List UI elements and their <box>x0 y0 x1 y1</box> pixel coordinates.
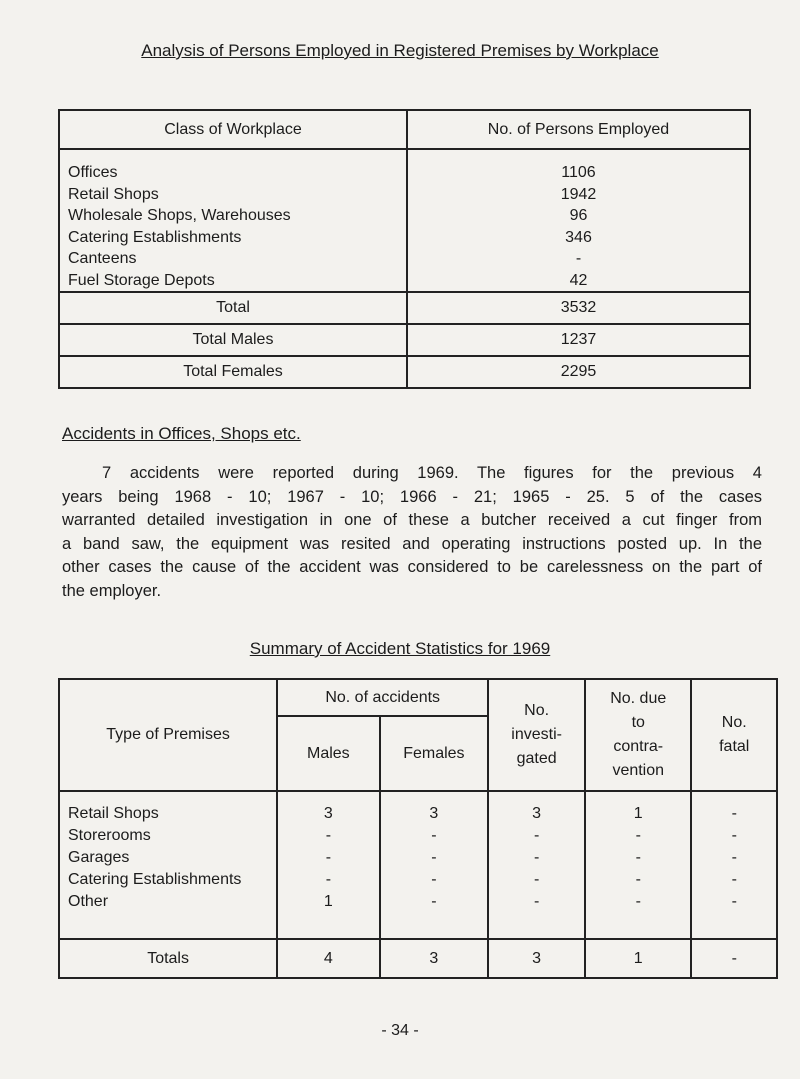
females-count: - <box>431 893 437 910</box>
totals-fatal: - <box>691 939 777 978</box>
females-count: - <box>431 827 437 844</box>
males-count: - <box>325 871 332 888</box>
investigated-count: 3 <box>532 805 542 822</box>
contravention-count: 1 <box>633 805 643 822</box>
investigated-count: - <box>533 827 540 844</box>
totals-males: 4 <box>277 939 379 978</box>
summary-heading: Summary of Accident Statistics for 1969 <box>249 639 551 658</box>
totals-investigated: 3 <box>488 939 585 978</box>
workplace-label: Catering Establishments <box>68 228 242 246</box>
investigated-count: - <box>533 871 540 888</box>
header-fatal: No. fatal <box>691 679 777 791</box>
employed-count: 42 <box>569 271 588 289</box>
females-count: - <box>431 849 437 866</box>
premises-type: Garages <box>68 849 130 866</box>
males-count: - <box>325 827 332 844</box>
employed-count: 1942 <box>560 185 597 203</box>
premises-type: Catering Establishments <box>68 871 242 888</box>
investigated-count: - <box>533 849 540 866</box>
workplace-label: Fuel Storage Depots <box>68 271 215 289</box>
header-males: Males <box>277 716 379 791</box>
employed-count: - <box>575 250 582 267</box>
total-females-label: Total Females <box>59 356 407 388</box>
totals-label: Totals <box>59 939 277 978</box>
workplace-label: Offices <box>68 164 118 181</box>
workplace-label: Wholesale Shops, Warehouses <box>68 207 291 224</box>
header-investigated: No. investi- gated <box>488 679 585 791</box>
fatal-count: - <box>731 871 737 888</box>
accidents-paragraph <box>62 462 762 603</box>
header-persons-employed: No. of Persons Employed <box>407 110 750 149</box>
fatal-count: - <box>731 827 737 844</box>
header-contravention: No. due to contra- vention <box>585 679 692 791</box>
premises-type: Retail Shops <box>68 805 159 822</box>
total-males-value: 1237 <box>407 324 750 356</box>
page-number: - 34 - <box>381 1022 419 1039</box>
males-count: - <box>325 849 332 866</box>
employed-count: 346 <box>565 228 592 246</box>
paragraph-line: 7 accidents were reported during 1969. The figures for the previous 4 <box>102 464 762 482</box>
totals-females: 3 <box>380 939 489 978</box>
males-count: 3 <box>323 805 333 822</box>
employed-count: 96 <box>569 207 588 224</box>
fatal-count: - <box>731 805 737 822</box>
page-title: Analysis of Persons Employed in Registered Premises by Workplace <box>141 41 659 60</box>
paragraph-line: warranted detailed investigation in one of these a butcher received a cut finger from <box>62 511 762 529</box>
header-no-of-accidents: No. of accidents <box>277 679 488 716</box>
section-heading: Accidents in Offices, Shops etc. <box>62 424 301 443</box>
employed-count: 1106 <box>561 164 596 181</box>
females-count: 3 <box>429 805 439 822</box>
accident-summary-table <box>58 678 778 979</box>
fatal-count: - <box>731 849 737 866</box>
header-females: Females <box>380 716 489 791</box>
premises-type: Storerooms <box>68 827 151 844</box>
contravention-count: - <box>635 827 641 844</box>
contravention-count: - <box>635 893 641 910</box>
header-class-of-workplace: Class of Workplace <box>59 110 407 149</box>
workplace-label: Canteens <box>68 250 137 267</box>
total-value: 3532 <box>407 292 750 324</box>
paragraph-line: a band saw, the equipment was resited and operating instructions posted up. In the <box>62 534 762 553</box>
total-females-value: 2295 <box>407 356 750 388</box>
paragraph-line: years being 1968 - 10; 1967 - 10; 1966 - 21; 1965 - 25. 5 of the cases <box>62 487 762 506</box>
header-type-of-premises: Type of Premises <box>59 679 277 791</box>
females-count: - <box>431 871 437 888</box>
persons-employed-table <box>58 109 751 389</box>
total-label: Total <box>59 292 407 324</box>
males-count: 1 <box>323 893 333 910</box>
total-males-label: Total Males <box>59 324 407 356</box>
paragraph-line: other cases the cause of the accident was considered to be carelessness on the part of <box>62 558 762 576</box>
contravention-count: - <box>635 871 641 888</box>
paragraph-line: the employer. <box>62 581 162 600</box>
investigated-count: - <box>533 893 540 910</box>
totals-contravention: 1 <box>585 939 692 978</box>
workplace-label: Retail Shops <box>68 185 159 203</box>
contravention-count: - <box>635 849 641 866</box>
premises-type: Other <box>68 893 109 910</box>
fatal-count: - <box>731 893 737 910</box>
